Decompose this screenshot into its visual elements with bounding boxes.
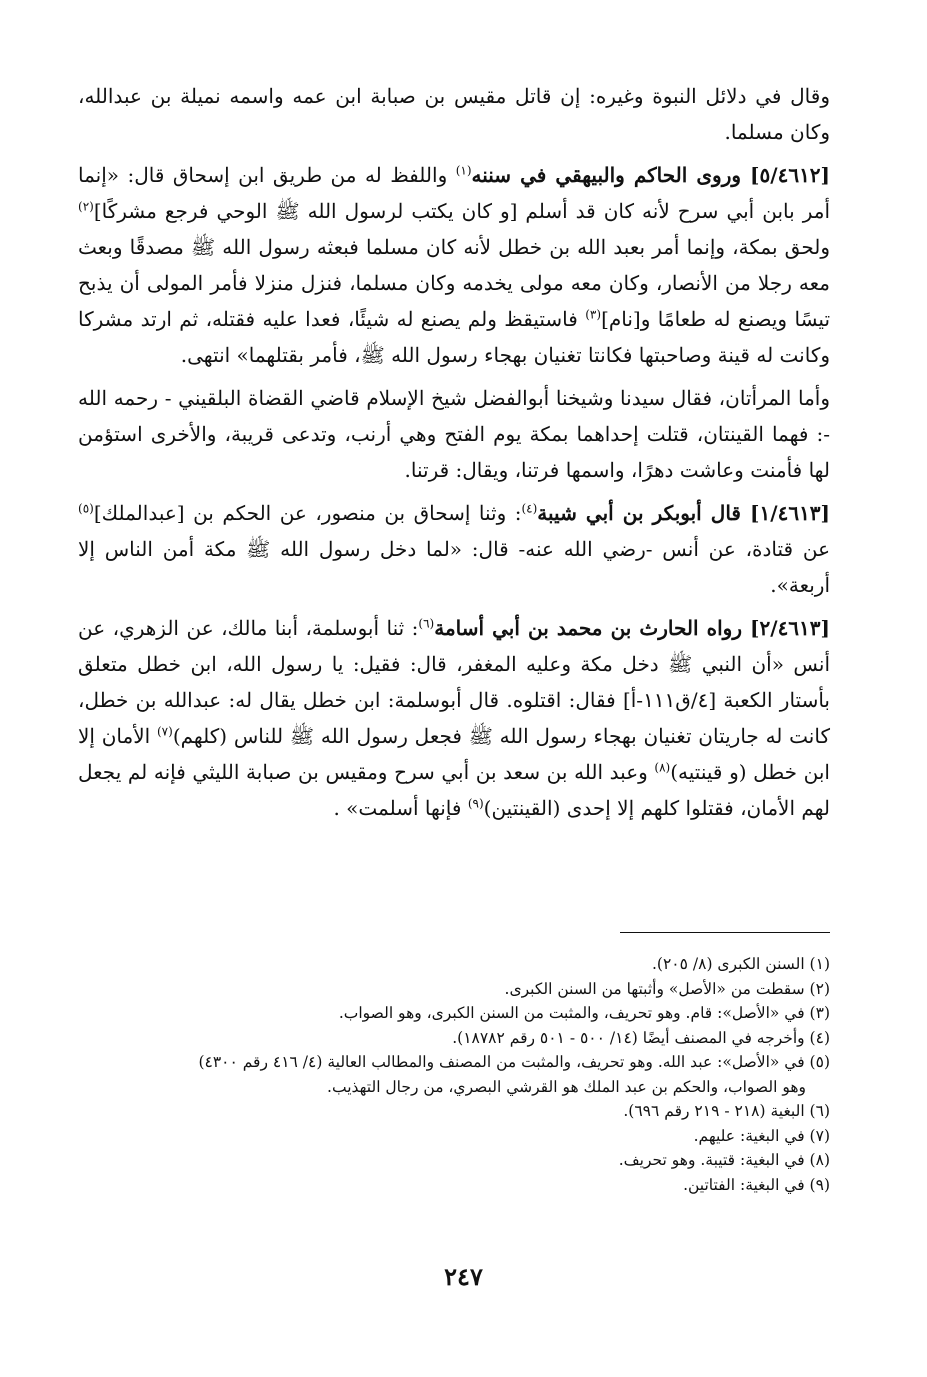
paragraph-5-line-5b: الأمان إلا ابن خطل (و قينتيه): [78, 724, 830, 784]
hadith-4613-2-heading: [٢/٤٦١٣] رواه الحارث بن محمد بن أبي أسامة: [434, 616, 830, 640]
footnotes-section: [78, 932, 830, 1197]
footnote-1: (١) السنن الكبرى (٨/ ٢٠٥).: [651, 955, 830, 973]
paragraph-5-line-4: عبدالله بن خطل، كانت له جاريتان تغنيان بهجاء رسول الله ﷺ فجعل رسول الله ﷺ: [78, 688, 830, 748]
footnote-ref-5[interactable]: (٥): [78, 501, 94, 516]
paragraph-5-line-3: خطل متعلق بأستار الكعبة [٤/ق١١١-أ] فقال: اقتلوه. قال أبوسلمة: ابن خطل يقال له:: [78, 652, 830, 712]
footnote-ref-9[interactable]: (٩): [467, 796, 484, 811]
page-number: ٢٤٧: [444, 1262, 483, 1291]
paragraph-5-line-6a: ومقيس بن صبابة الليثي فإنه لم يجعل لهم الأمان، فقتلوا كلهم إلا إحدى (القينتين): [78, 760, 830, 820]
hadith-4613-1-heading: [١/٤٦١٣] قال أبوبكر بن أبي شيبة: [537, 501, 831, 525]
paragraph-2-line-3: ولحق بمكة، وإنما أمر بعبد الله بن خطل لأنه كان مسلما فبعثه رسول الله ﷺ مصدقًا وبعث: [78, 235, 830, 259]
footnote-3: (٣) في «الأصل»: قام. وهو تحريف، والمثبت من السنن الكبرى، وهو الصواب.: [338, 1004, 830, 1022]
paragraph-5-line-1: : ثنا أبوسلمة، أبنا مالك، عن: [186, 616, 419, 640]
footnote-ref-4[interactable]: (٤): [521, 501, 538, 516]
paragraph-5-line-6b: فإنها: [424, 796, 468, 820]
footnote-ref-6[interactable]: (٦): [418, 616, 435, 631]
paragraph-2-line-4: معه رجلا من الأنصار، وكان معه مولى يخدمه وكان مسلما، فنزل منزلا فأمر المولى أن يذبح: [78, 271, 830, 295]
paragraph-5-line-7: أسلمت» .: [333, 796, 419, 820]
hadith-4612-5-heading: [٥/٤٦١٢] وروى الحاكم والبيهقي في سننه: [471, 163, 831, 187]
paragraph-3-line-1: وأما المرأتان، فقال سيدنا وشيخنا أبوالفضل شيخ الإسلام قاضي القضاة البلقيني - رحمه: [113, 386, 831, 410]
paragraph-5-line-5a: للناس (كلهم): [172, 724, 284, 748]
paragraph-4-line-2b: عن قتادة، عن أنس -رضي الله عنه- قال: «لما دخل رسول الله ﷺ مكة أمن: [162, 537, 831, 561]
footnote-7: (٧) في البغية: عليهم.: [693, 1126, 830, 1145]
paragraph-3: [78, 380, 830, 488]
paragraph-3-line-2: الله -: فهما القينتان، قتلت إحداهما بمكة يوم الفتح وهي أرنب، وتدعى قريبة، والأخرى: [78, 386, 830, 446]
footnote-4: (٤) وأخرجه في المصنف أيضًا (١٤/ ٥٠٠ - ٥٠١ رقم ١٨٧٨٢).: [452, 1028, 830, 1047]
footnote-divider: [620, 932, 830, 933]
footnote-6: (٦) البغية (٢١٨ - ٢١٩ رقم ٦٩٦).: [623, 1102, 830, 1120]
footnote-ref-2[interactable]: (٢): [78, 199, 94, 214]
footnote-list: [78, 932, 830, 1197]
paragraph-2-line-6: مشركا وكانت له قينة وصاحبتها فكانتا تغنيان بهجاء رسول الله ﷺ، فأمر بقتلهما» انتهى.: [78, 307, 830, 367]
paragraph-4-line-2a: [عبدالملك]: [93, 501, 185, 525]
paragraph-3-line-3: استؤمن لها فأمنت وعاشت دهرًا، واسمها فرتنا، ويقال: قرتنا.: [78, 422, 830, 482]
footnote-2: (٢) سقطت من «الأصل» وأثبتها من السنن الكبرى.: [504, 979, 830, 998]
paragraph-1-line-2: وكان مسلما.: [724, 120, 830, 144]
footnote-ref-1[interactable]: (١): [455, 163, 472, 178]
paragraph-4: [78, 495, 830, 603]
footnote-ref-7[interactable]: (٧): [156, 724, 173, 739]
paragraph-4-line-3: الناس إلا أربعة».: [78, 537, 830, 597]
paragraph-5: [78, 610, 830, 826]
paragraph-2-line-2: أمر بابن أبي سرح لأنه كان قد أسلم [و كان يكتب لرسول الله ﷺ الوحي فرجع مشركًا]: [93, 199, 830, 223]
paragraph-2: [78, 157, 830, 373]
paragraph-5-line-2: الزهري، عن أنس «أن النبي ﷺ دخل مكة وعليه المغفر، قال: فقيل: يا رسول الله، ابن: [78, 616, 830, 676]
footnote-5: (٥) في «الأصل»: عبد الله. وهو تحريف، والمثبت من المصنف والمطالب العالية (٤/ ٤١٦ رقم ٤٣٠٠): [198, 1053, 830, 1071]
footnote-ref-8[interactable]: (٨): [654, 760, 671, 775]
footnote-ref-3[interactable]: (٣): [585, 307, 602, 322]
paragraph-2-line-5b: فاستيقظ ولم يصنع له شيئًا، فعدا عليه فقتله، ثم ارتد: [140, 307, 586, 331]
footnote-8: (٨) في البغية: قتيبة. وهو تحريف.: [618, 1151, 830, 1169]
paragraph-2-line-5a: تيسًا ويصنع له طعامًا و[نام]: [601, 307, 831, 331]
paragraph-1: [78, 78, 830, 150]
paragraph-1-line-1: وقال في دلائل النبوة وغيره: إن قاتل مقيس بن صبابة ابن عمه واسمه نميلة بن عبدالله،: [78, 84, 830, 108]
main-text: [78, 78, 830, 833]
paragraph-4-line-1: : وثنا إسحاق بن منصور، عن الحكم بن: [193, 501, 522, 525]
paragraph-2-line-1: واللفظ له من طريق ابن إسحاق قال: «إنما: [78, 163, 456, 187]
footnote-5-continued: وهو الصواب، والحكم بن عبد الملك هو القرشي البصري، من رجال التهذيب.: [327, 1077, 806, 1096]
paragraph-5-line-5c: وعبد الله بن سعد بن أبي سرح: [394, 760, 655, 784]
footnote-9: (٩) في البغية: الفتاتين.: [683, 1175, 830, 1194]
